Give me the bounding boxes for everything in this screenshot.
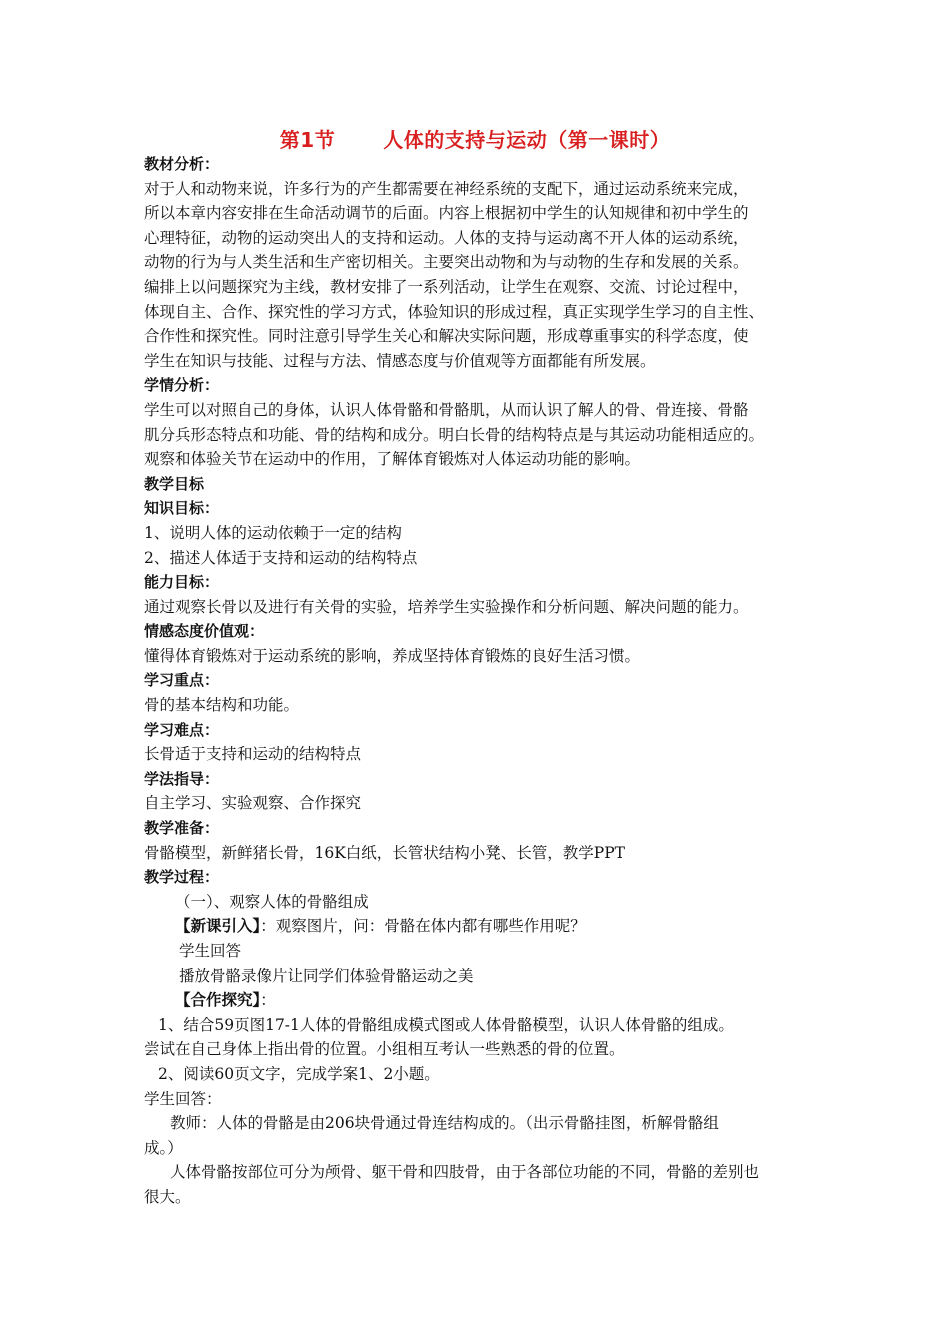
material-line: 学生在知识与技能、过程与方法、情感态度与价值观等方面都能有所发展。 — [144, 351, 656, 370]
coop-step-two: 2、阅读60页文字，完成学案1、2小题。 — [158, 1064, 440, 1083]
students-heading: 学情分析： — [144, 376, 220, 395]
material-line: 所以本章内容安排在生命活动调节的后面。内容上根据初中学生的认知规律和初中学生的 — [144, 204, 749, 223]
coop-colon: ： — [260, 991, 276, 1010]
play-video-text: 播放骨骼录像片让同学们体验骨骼运动之美 — [179, 966, 474, 985]
teacher-text-cont: 成。） — [144, 1138, 183, 1157]
knowledge-goal: 1、说明人体的运动依赖于一定的结构 — [144, 523, 402, 542]
process-part-one: （一）、观察人体的骨骼组成 — [175, 892, 369, 911]
coop-label: 【合作探究】 — [175, 991, 261, 1010]
method-text: 自主学习、实验观察、合作探究 — [144, 794, 362, 813]
intro-paragraph — [144, 914, 824, 939]
material-line: 编排上以问题探究为主线，教材安排了一系列活动，让学生在观察、交流、讨论过程中， — [144, 277, 749, 296]
method-heading: 学法指导： — [144, 769, 220, 788]
intro-label: 【新课引入】 — [175, 917, 261, 936]
goals-heading: 教学目标 — [144, 474, 205, 493]
students-line: 肌分兵形态特点和功能、骨的结构和成分。明白长骨的结构特点是与其运动功能相适应的。 — [144, 425, 765, 444]
difficulty-heading: 学习难点： — [144, 720, 220, 739]
students-line: 观察和体验关节在运动中的作用，了解体育锻炼对人体运动功能的影响。 — [144, 450, 641, 469]
student-answer: 学生回答 — [179, 942, 242, 960]
ability-goals-heading: 能力目标： — [144, 573, 220, 592]
material-line: 对于人和动物来说，许多行为的产生都需要在神经系统的支配下，通过运动系统来完成， — [144, 179, 749, 198]
teacher-text: 教师：人体的骨骼是由206块骨通过骨连结构成的。（出示骨骼挂图，析解骨骼组 — [170, 1114, 719, 1133]
student-answer-label: 学生回答： — [144, 1089, 222, 1108]
intro-text: ：观察图片，问：骨骼在体内都有哪些作用呢？ — [260, 917, 586, 936]
material-line: 动物的行为与人类生活和生产密切相关。主要突出动物和为与动物的生存和发展的关系。 — [144, 253, 749, 272]
prep-text: 骨骼模型，新鲜猪长骨，16K白纸，长管状结构小凳、长管，教学PPT — [144, 843, 626, 862]
knowledge-goal: 2、描述人体适于支持和运动的结构特点 — [144, 548, 418, 567]
material-heading: 教材分析： — [144, 155, 220, 173]
coop-heading — [144, 988, 824, 1013]
skeleton-parts-text: 人体骨骼按部位可分为颅骨、躯干骨和四肢骨，由于各部位功能的不同，骨骼的差别也 — [170, 1163, 760, 1182]
page-title — [0, 124, 950, 153]
material-line: 心理特征，动物的运动突出人的支持和运动。人体的支持与运动离不开人体的运动系统， — [144, 228, 749, 247]
prep-heading: 教学准备： — [144, 819, 220, 838]
emotion-goals-heading: 情感态度价值观： — [144, 622, 265, 641]
key-point-text: 骨的基本结构和功能。 — [144, 696, 300, 715]
lesson-plan-body — [144, 152, 824, 1210]
emotion-goal: 懂得体育锻炼对于运动系统的影响，养成坚持体育锻炼的良好生活习惯。 — [144, 646, 641, 665]
students-line: 学生可以对照自己的身体，认识人体骨骼和骨骼肌，从而认识了解人的骨、骨连接、骨骼 — [144, 400, 749, 419]
material-line: 合作性和探究性。同时注意引导学生关心和解决实际问题，形成尊重事实的科学态度，使 — [144, 327, 749, 346]
section-number: 第1节 — [279, 128, 336, 152]
coop-step-one-cont: 尝试在自己身体上指出骨的位置。小组相互考认一些熟悉的骨的位置。 — [144, 1040, 625, 1059]
lesson-title: 人体的支持与运动（第一课时） — [383, 128, 671, 152]
skeleton-parts-text-cont: 很大。 — [144, 1187, 191, 1206]
coop-step-one: 1、结合59页图17-1人体的骨骼组成模式图或人体骨骼模型，认识人体骨骼的组成。 — [158, 1015, 734, 1034]
knowledge-goals-heading: 知识目标： — [144, 499, 220, 518]
ability-goal: 通过观察长骨以及进行有关骨的实验，培养学生实验操作和分析问题、解决问题的能力。 — [144, 597, 749, 616]
material-line: 体现自主、合作、探究性的学习方式，体验知识的形成过程，真正实现学生学习的自主性、 — [144, 302, 765, 321]
difficulty-text: 长骨适于支持和运动的结构特点 — [144, 745, 362, 764]
process-heading: 教学过程： — [144, 868, 220, 887]
key-point-heading: 学习重点： — [144, 671, 220, 690]
